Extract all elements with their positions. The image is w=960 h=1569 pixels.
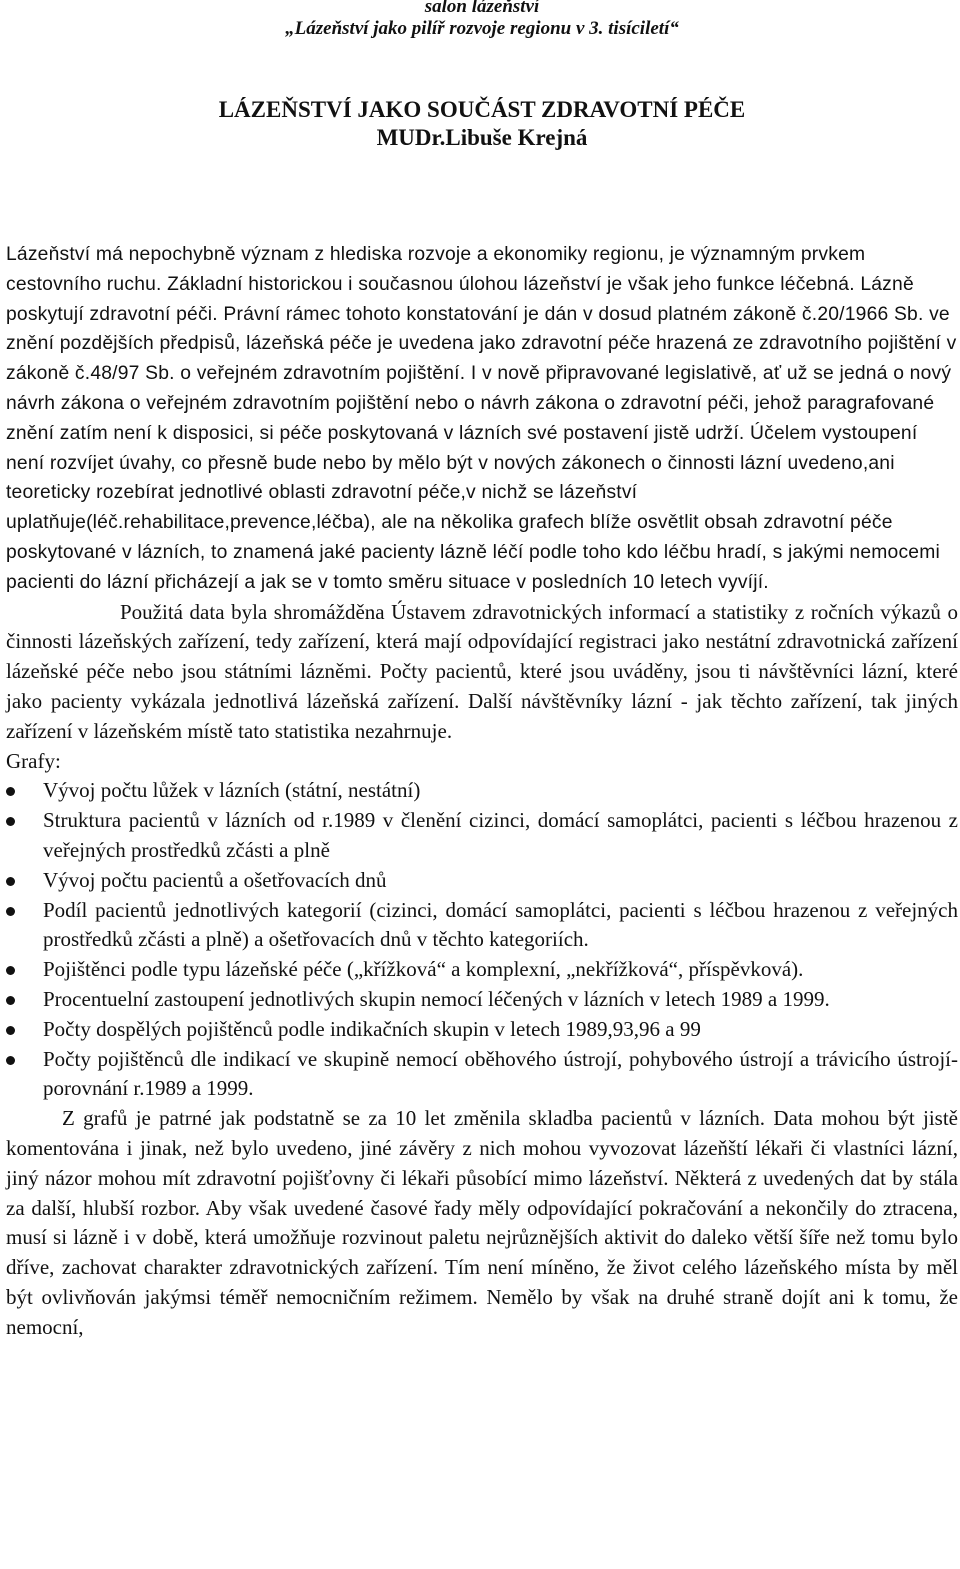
article-author: MUDr.Libuše Krejná xyxy=(376,125,588,150)
data-paragraph: Použitá data byla shromážděna Ústavem zdravotnických informací a statistiky z ročních výkazů o činnosti lázeňských zařízení, tedy zařízení, která mají odpovídající registraci jako nestátní zdravotnická zařízení lázeňské péče nebo jsou státními lázněmi. Počty pacientů, které jsou uváděny, jsou ti návštěvníci lázní, které jako pacienty vykázala jednotlivá lázeňská zařízení. Další návštěvníky lázní - jak těchto zařízení, tak jiných zařízení v lázeňském místě tato statistika nezahrnuje. xyxy=(6,599,958,743)
intro-paragraph: Lázeňství má nepochybně význam z hlediska rozvoje a ekonomiky regionu, je významným prvkem cestovního ruchu. Základní historickou i současnou úlohou lázeňství je však jeho funkce léčebná. Lázně poskytují zdravotní péči. Právní rámec tohoto konstatování je dán v dosud platném zákoně č.20/1966 Sb. ve znění pozdějších předpisů, lázeňská péče je uvedena jako zdravotní péče hrazená ze zdravotního pojištění v zákoně č.48/97 Sb. o veřejném zdravotním pojištění. I v nově připravované legislativě, ať už se jedná o nový návrh zákona o veřejném zdravotním pojištění nebo o návrh zákona o zdravotní péči, jehož paragrafované znění zatím není k disposici, si péče poskytovaná v lázních své postavení jistě udrží. Účelem vystoupení není rozvíjet úvahy, co přesně bude nebo by mělo být v nových zákonech o činnosti lázní uvedeno,ani teoreticky rozebírat jednotlivé oblasti zdravotní péče,v nichž se lázeňství uplatňuje(léč.rehabilitace,prevence,léčba), ale na několika grafech blíže osvětlit obsah zdravotní péče poskytované v lázních, to znamená jaké pacienty lázně léčí podle toho kdo léčbu hradí, s jakými nemocemi pacienti do lázní přicházejí a jak se v tomto směru situace v posledních 10 letech vyvíjí. xyxy=(6,244,957,593)
bullet-icon xyxy=(6,1056,15,1065)
article-title-block xyxy=(6,96,958,152)
bullet-icon xyxy=(6,907,15,916)
list-item: Struktura pacientů v lázních od r.1989 v členění cizinci, domácí samoplátci, pacienti s léčbou hrazenou z veřejných prostředků zčásti a plně xyxy=(6,806,958,866)
list-item: Procentuelní zastoupení jednotlivých skupin nemocí léčených v lázních v letech 1989 a 1999. xyxy=(6,985,958,1015)
graphs-label: Grafy: xyxy=(6,748,61,773)
list-item: Podíl pacientů jednotlivých kategorií (cizinci, domácí samoplátci, pacienti s léčbou hrazenou z veřejných prostředků zčásti a plně) a ošetřovacích dnů v těchto kategoriích. xyxy=(6,896,958,956)
document-page xyxy=(6,0,958,1342)
article-body xyxy=(6,240,958,1342)
list-item: Pojištěnci podle typu lázeňské péče („křížková“ a komplexní, „nekřížková“, příspěvková). xyxy=(6,955,958,985)
header-line-1: salon lázeňství xyxy=(424,0,540,17)
graphs-list xyxy=(6,776,958,1104)
article-title: LÁZEŇSTVÍ JAKO SOUČÁST ZDRAVOTNÍ PÉČE xyxy=(218,97,746,122)
list-item: Počty pojištěnců dle indikací ve skupině nemocí oběhového ústrojí, pohybového ústrojí a trávicího ústrojí- porovnání r.1989 a 1999. xyxy=(6,1045,958,1105)
bullet-icon xyxy=(6,817,15,826)
list-item: Vývoj počtu lůžek v lázních (státní, nestátní) xyxy=(6,776,958,806)
bullet-icon xyxy=(6,787,15,796)
list-item: Vývoj počtu pacientů a ošetřovacích dnů xyxy=(6,866,958,896)
bullet-icon xyxy=(6,996,15,1005)
bullet-icon xyxy=(6,877,15,886)
conference-header xyxy=(6,0,958,40)
header-line-2: „Lázeňství jako pilíř rozvoje regionu v 3. tisíciletí“ xyxy=(285,18,679,39)
closing-paragraph: Z grafů je patrné jak podstatně se za 10 let změnila skladba pacientů v lázních. Data mohou být jistě komentována i jinak, než bylo uvedeno, jiné závěry z nich mohou vyvozovat lázeňští lékaři či vlastníci lázní, jiný názor mohou mít zdravotní pojišťovny či lékaři působící mimo lázeňství. Některá z uvedených dat by stála za další, hlubší rozbor. Aby však uvedené časové řady měly odpovídající pokračování a nekončily do ztracena, musí si lázně i v době, která umožňuje rozvinout paletu nejrůznějších aktivit do daleko větší šíře než tomu bylo dříve, zachovat charakter zdravotnických zařízení. Tím není míněno, že život celého lázeňského místa by měl být ovlivňován jakýmsi téměř nemocničním režimem. Nemělo by však na druhé straně dojít ani k tomu, že nemocní, xyxy=(6,1106,958,1339)
list-item: Počty dospělých pojištěnců podle indikačních skupin v letech 1989,93,96 a 99 xyxy=(6,1015,958,1045)
bullet-icon xyxy=(6,966,15,975)
bullet-icon xyxy=(6,1026,15,1035)
